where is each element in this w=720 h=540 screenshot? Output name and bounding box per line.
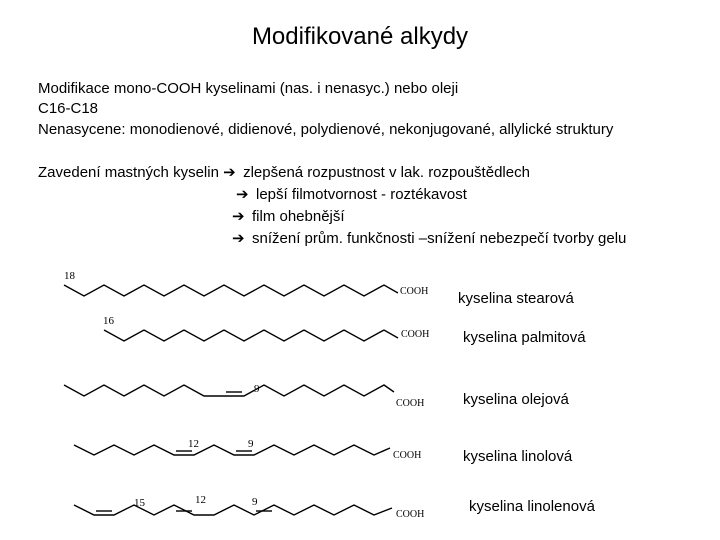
acid-name-linoleic: kyselina linolová <box>463 448 573 465</box>
double-bond-position-label: 9 <box>252 496 258 508</box>
carbon-chain <box>64 285 398 296</box>
carbon-number-label: 16 <box>103 315 114 327</box>
cooh-group-label: COOH <box>396 398 425 409</box>
arrow-right-icon: ➔ <box>232 208 245 225</box>
structure-oleic-acid <box>64 383 424 409</box>
carbon-chain <box>74 505 392 515</box>
double-bond-position-label: 12 <box>195 494 206 506</box>
carbon-chain <box>104 330 398 341</box>
cooh-group-label: COOH <box>400 286 429 297</box>
effects-lead: Zavedení mastných kyselin <box>38 164 219 181</box>
double-bond-position-label: 12 <box>188 438 199 450</box>
effect-item: film ohebnější <box>252 208 345 225</box>
structure-stearic-acid <box>64 270 428 297</box>
carbon-number-label: 18 <box>64 270 75 282</box>
intro-line-3: Nenasycene: monodienové, didienové, polydienové, nekonjugované, allylické struktury <box>38 121 614 138</box>
structure-linoleic-acid <box>74 438 421 461</box>
arrow-right-icon: ➔ <box>223 164 236 181</box>
acid-name-oleic: kyselina olejová <box>463 391 569 408</box>
cooh-group-label: COOH <box>401 329 430 340</box>
intro-line-2: C16-C18 <box>38 100 99 117</box>
arrow-right-icon: ➔ <box>232 230 245 247</box>
cooh-group-label: COOH <box>393 450 422 461</box>
intro-line-1: Modifikace mono-COOH kyselinami (nas. i nenasyc.) nebo oleji <box>38 80 459 97</box>
structure-linolenic-acid <box>74 494 424 520</box>
double-bond-position-label: 15 <box>134 497 145 509</box>
acid-name-palmitic: kyselina palmitová <box>463 329 586 346</box>
arrow-right-icon: ➔ <box>236 186 249 203</box>
effect-item: lepší filmotvornost - roztékavost <box>256 186 467 203</box>
slide-title: Modifikované alkydy <box>251 23 469 50</box>
cooh-group-label: COOH <box>396 509 425 520</box>
double-bond-position-label: 9 <box>248 438 254 450</box>
structure-palmitic-acid <box>103 315 429 341</box>
double-bond-position-label: 9 <box>254 383 260 395</box>
acid-name-linolenic: kyselina linolenová <box>469 498 595 515</box>
carbon-chain <box>64 385 394 396</box>
effect-item: snížení prům. funkčnosti –snížení nebezpečí tvorby gelu <box>252 230 627 247</box>
acid-name-stearic: kyselina stearová <box>458 290 574 307</box>
carbon-chain <box>74 445 390 455</box>
effect-item: zlepšená rozpustnost v lak. rozpouštědlech <box>243 164 530 181</box>
